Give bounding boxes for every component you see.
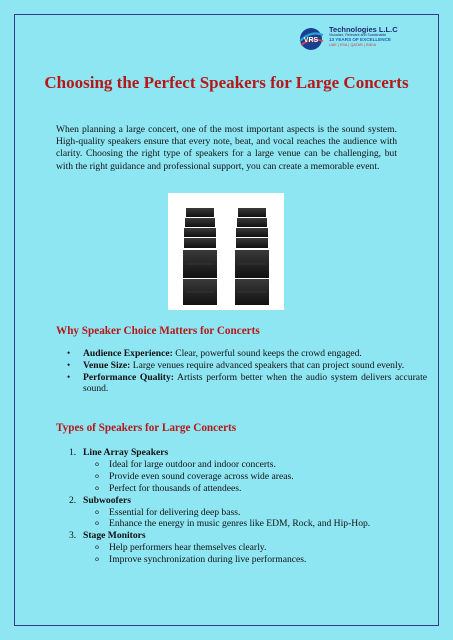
list-item: o Perfect for thousands of attendees. (109, 483, 413, 495)
logo-mark-text: VRS (303, 37, 319, 44)
logo-tagline: Visualize, Relevant and Sustainable (329, 32, 387, 37)
type-item-subwoofers (69, 494, 413, 531)
logo-company-name: Technologies L.L.C (329, 25, 398, 34)
type-name: Stage Monitors (83, 530, 146, 542)
line-array-speakers-icon (168, 193, 284, 310)
types-list (56, 447, 413, 566)
speaker-image (168, 193, 284, 310)
type-name: Subwoofers (83, 494, 131, 506)
type-points (83, 542, 413, 566)
intro-paragraph: When planning a large concert, one of the most important aspects is the sound system. High-quality speakers ensure that every note, beat, and vocal reaches the audience with clarity. Choosing the right type of speakers for a large venue can be challenging, but with the right guidance and professional support, you can create a memorable event. (56, 124, 397, 172)
list-item: o Ideal for large outdoor and indoor concerts. (109, 459, 413, 471)
item-label: Venue Size: (83, 359, 131, 371)
item-text: Clear, powerful sound keeps the crowd engaged. (172, 348, 362, 359)
type-item-line-array (69, 447, 413, 495)
logo-regions: UAE | KSA | QATAR | INDIA (329, 43, 377, 48)
list-item (83, 348, 427, 360)
list-item: o Essential for delivering deep bass. (109, 507, 413, 519)
type-points (83, 507, 413, 531)
list-item: o Provide even sound coverage across wide areas. (109, 471, 413, 483)
company-logo (296, 26, 416, 60)
item-number: 3. (69, 530, 77, 542)
item-label: Audience Experience: (83, 348, 173, 359)
item-number: 2. (69, 494, 77, 506)
page-title: Choosing the Perfect Speakers for Large Concerts (44, 73, 409, 92)
list-item: o Enhance the energy in music genres like EDM, Rock, and Hip-Hop. (109, 518, 413, 530)
list-item (83, 360, 427, 372)
type-points (83, 459, 413, 495)
item-number: 1. (69, 447, 77, 458)
type-item-stage-monitors (69, 530, 413, 566)
item-label: Performance Quality: (83, 371, 174, 383)
why-list (56, 348, 427, 395)
logo-years: 13 YEARS OF EXCELLENCE (329, 36, 391, 42)
list-item (83, 372, 427, 396)
item-text: Artists perform better when the audio system delivers accurate sound. (83, 371, 427, 395)
list-item: o Improve synchronization during live performances. (109, 554, 413, 566)
section-heading-types: Types of Speakers for Large Concerts (56, 422, 237, 434)
type-name: Line Array Speakers (83, 447, 169, 458)
vrs-globe-logo-icon (296, 26, 326, 52)
list-item: o Help performers hear themselves clearly. (109, 542, 413, 554)
item-text: Large venues require advanced speakers that can project sound evenly. (130, 359, 405, 371)
section-heading-why: Why Speaker Choice Matters for Concerts (56, 325, 260, 337)
